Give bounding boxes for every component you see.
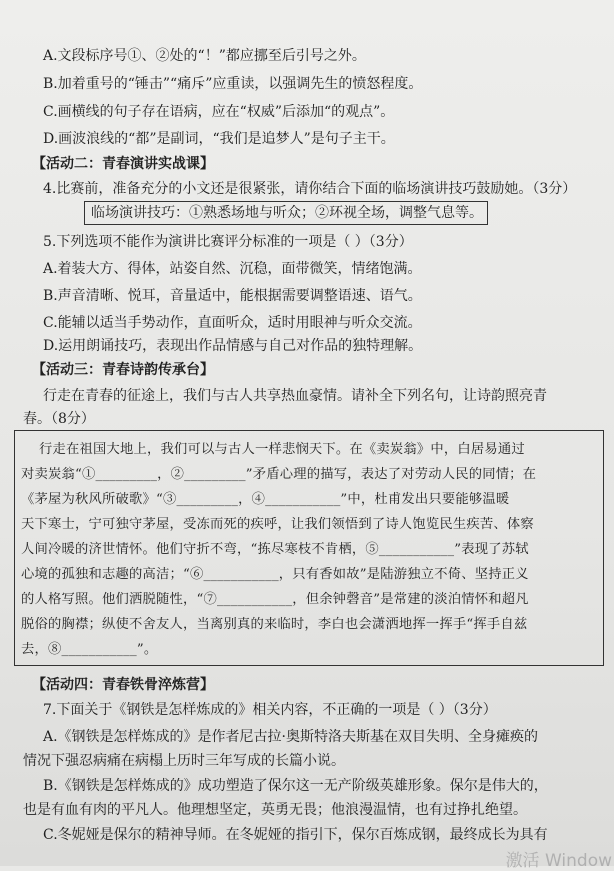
- option-a: A.文段标序号①、②处的“！”都应挪至后引号之外。: [43, 48, 366, 64]
- activity-2-heading: 【活动二：青春演讲实战课】: [32, 156, 214, 172]
- poem-line: 行走在祖国大地上，我们可以与古人一样悲悯天下。在《卖炭翁》中，白居易通过: [39, 442, 525, 457]
- option-c: C.画横线的句子存在语病，应在“权威”后添加“的观点”。: [43, 104, 395, 120]
- question-4: 4.比赛前，准备充分的小文还是很紧张，请你结合下面的临场演讲技巧鼓励她。（3分）: [43, 181, 577, 197]
- option-d: D.画波浪线的“都”是副词，“我们是追梦人”是句子主干。: [43, 131, 395, 147]
- q7-option-b-line-2: 也是有血有肉的平凡人。他理想坚定，英勇无畏；他浪漫温情，也有过挣扎绝望。: [23, 802, 527, 818]
- poem-line: 《茅屋为秋风所破歌》“③_________，④___________”中，杜甫发出只要能够温暖: [21, 492, 510, 507]
- poem-line: 对卖炭翁“①_________，②_________”矛盾心理的描写，表达了对劳动人民的同情；在: [21, 467, 537, 482]
- activity-3-heading: 【活动三：青春诗韵传承台】: [32, 362, 214, 378]
- activity-3-intro-2: 春。（8分）: [23, 411, 95, 427]
- poem-fill-box: [14, 430, 604, 666]
- q5-option-d: D.运用朗诵技巧，表现出作品情感与自己对作品的独特理解。: [43, 338, 423, 354]
- poem-line: 天下寒士，宁可独守茅屋，受冻而死的疾呼，让我们领悟到了诗人饱览民生疾苦、体察: [21, 517, 534, 532]
- question-5: 5.下列选项不能作为演讲比赛评分标准的一项是（ ）（3分）: [43, 234, 413, 250]
- speech-tips-text: 临场演讲技巧：①熟悉场地与听众；②环视全场，调整气息等。: [91, 205, 483, 221]
- q5-option-a: A.着装大方、得体，站姿自然、沉稳，面带微笑，情绪饱满。: [43, 261, 422, 277]
- q7-option-a-line-1: A.《钢铁是怎样炼成的》是作者尼古拉·奥斯特洛夫斯基在双目失明、全身瘫痪的: [43, 729, 539, 745]
- question-7: 7.下面关于《钢铁是怎样炼成的》相关内容，不正确的一项是（ ）（3分）: [43, 702, 497, 718]
- activity-4-heading: 【活动四：青春铁骨淬炼营】: [32, 677, 214, 693]
- option-b: B.加着重号的“锤击”“痛斥”应重读，以强调先生的愤怒程度。: [43, 76, 423, 92]
- activation-watermark: 激活 Window: [505, 851, 612, 871]
- poem-line: 人间冷暖的济世情怀。他们守折不弯，“拣尽寒枝不肯栖，⑤___________”表现了苏轼: [21, 542, 529, 557]
- activity-3-intro-1: 行走在青春的征途上，我们与古人共享热血豪情。请补全下列名句，让诗韵照亮青: [43, 388, 547, 404]
- poem-line: 脱俗的胸襟；纵使不舍友人，当离别真的来临时，李白也会潇洒地挥一挥手“挥手自兹: [21, 617, 528, 632]
- speech-tips-box: [84, 201, 488, 225]
- q5-option-b: B.声音清晰、悦耳，音量适中，能根据需要调整语速、语气。: [43, 288, 422, 304]
- poem-line: 的人格写照。他们洒脱随性，“⑦___________，但余钟磬音”是常建的淡泊情怀和超凡: [21, 592, 529, 607]
- q5-option-c: C.能辅以适当手势动作，直面听众，适时用眼神与听众交流。: [43, 315, 422, 331]
- poem-line: 心境的孤独和志趣的高洁；“⑥___________，只有香如故”是陆游独立不倚、坚持正义: [21, 567, 529, 582]
- q7-option-b-line-1: B.《钢铁是怎样炼成的》成功塑造了保尔这一无产阶级英雄形象。保尔是伟大的，: [43, 778, 548, 794]
- q7-option-c-line-1: C.冬妮娅是保尔的精神导师。在冬妮娅的指引下，保尔百炼成钢，最终成长为具有: [43, 827, 548, 843]
- poem-line: 去，⑧___________”。: [21, 642, 158, 657]
- q7-option-a-line-2: 情况下强忍病痛在病榻上历时三年写成的长篇小说。: [23, 753, 345, 769]
